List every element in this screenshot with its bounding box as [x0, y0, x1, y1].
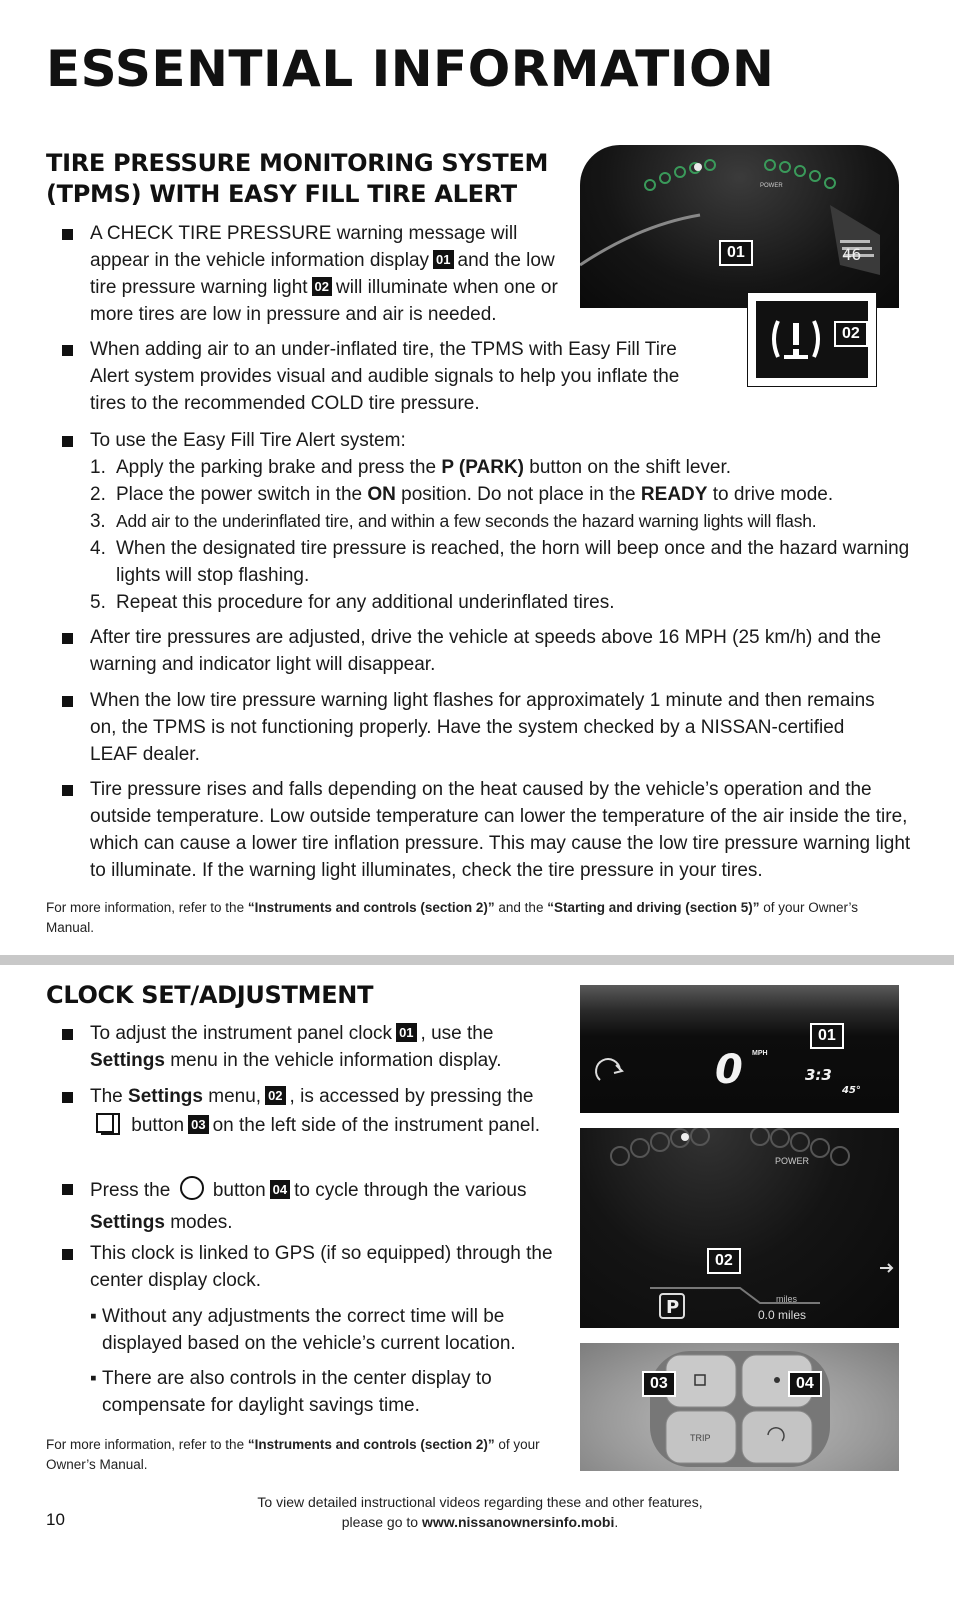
photo-callout-01: 01 — [810, 1023, 844, 1049]
photo-callout-02: 02 — [707, 1248, 741, 1274]
tpms-warning-light-photo — [748, 293, 876, 386]
clock-display-photo — [580, 985, 899, 1113]
bullet-square — [62, 696, 73, 707]
clock-bullet-3: Press the button 04 to cycle through the various Settings modes. — [62, 1175, 562, 1236]
tpms-heading-line1: TIRE PRESSURE MONITORING SYSTEM — [46, 149, 549, 177]
steering-buttons-photo — [580, 1343, 899, 1471]
clock-bullet-4: This clock is linked to GPS (if so equipped) through the center display clock. — [62, 1240, 572, 1294]
bullet-square — [62, 1092, 73, 1103]
step-5: 5. Repeat this procedure for any additional underinflated tires. — [90, 592, 615, 613]
step-1: 1. Apply the parking brake and press the P (PARK) button on the shift lever. — [90, 457, 732, 478]
square-button-icon — [93, 1110, 123, 1144]
gear-indicator: P — [666, 1297, 680, 1318]
settings-display-art — [580, 1128, 899, 1328]
step-3: 3. Add air to the underinflated tire, and within a few seconds the hazard warning lights will flash. — [90, 511, 817, 532]
photo-callout-04: 04 — [788, 1371, 822, 1397]
clock-subbullet-2: ▪ There are also controls in the center display to compensate for daylight savings time. — [90, 1368, 492, 1416]
trip-button-label: TRIP — [690, 1433, 711, 1443]
callout-01: 01 — [396, 1023, 416, 1042]
photo-callout-02: 02 — [834, 321, 868, 347]
tpms-bullet-4: After tire pressures are adjusted, drive the vehicle at speeds above 16 MPH (25 km/h) and the warning and indicator light will disappear. — [62, 624, 912, 678]
cluster-gauge-art — [580, 145, 899, 308]
tpms-heading — [46, 148, 548, 210]
callout-02: 02 — [312, 277, 332, 296]
clock-bullet-1: To adjust the instrument panel clock 01 , use the Settings menu in the vehicle information display. — [62, 1020, 562, 1074]
section-divider — [0, 955, 954, 965]
outside-temp-readout: 45° — [842, 1085, 861, 1096]
photo-callout-01: 01 — [719, 240, 753, 266]
bullet-square — [62, 785, 73, 796]
bullet-square — [62, 633, 73, 644]
callout-03: 03 — [188, 1115, 208, 1134]
clock-subbullets — [90, 1303, 560, 1419]
callout-02: 02 — [265, 1086, 285, 1105]
bullet-square — [62, 229, 73, 240]
trip-miles-label: miles — [776, 1294, 798, 1304]
callout-01: 01 — [433, 250, 453, 269]
clock-reference-note: For more information, refer to the “Instruments and controls (section 2)” of your Owner’s Manual. — [46, 1437, 540, 1472]
callout-04: 04 — [270, 1180, 290, 1199]
footer-note: To view detailed instructional videos regarding these and other features, please go to www.nissanownersinfo.mobi. — [257, 1494, 703, 1530]
tpms-bullet-1: A CHECK TIRE PRESSURE warning message will appear in the vehicle information display 01 and the low tire pressure warning light 02 will illuminate when one or more tires are low in pressure and air is needed. — [62, 220, 572, 328]
bullet-square — [62, 345, 73, 356]
settings-display-photo — [580, 1128, 899, 1328]
instrument-cluster-photo — [580, 145, 899, 308]
tpms-bullet-5: When the low tire pressure warning light flashes for approximately 1 minute and then remains on, the TPMS is not functioning properly. Have the system checked by a NISSAN-certified LEAF dealer. — [62, 687, 882, 768]
clock-subbullet-1: ▪ Without any adjustments the correct time will be displayed based on the vehicle’s current location. — [90, 1306, 516, 1354]
step-2: 2. Place the power switch in the ON position. Do not place in the READY to drive mode. — [90, 484, 834, 505]
tpms-reference-note: For more information, refer to the “Instruments and controls (section 2)” and the “Starting and driving (section 5)” of your Owner’s Manual. — [46, 900, 859, 935]
bullet-square — [62, 1184, 73, 1195]
steering-buttons-art — [580, 1343, 899, 1471]
clock-time-readout: 3:3 — [805, 1066, 832, 1084]
clock-bullet-2: The Settings menu, 02 , is accessed by pressing the button 03 on the left side of the instrument panel. — [62, 1083, 562, 1144]
circle-button-icon — [179, 1175, 205, 1209]
bullet-square — [62, 1249, 73, 1260]
speed-readout: 0 — [715, 1047, 743, 1093]
bullet-square — [62, 436, 73, 447]
speed-unit: MPH — [752, 1050, 768, 1057]
clock-heading: CLOCK SET/ADJUSTMENT — [46, 981, 374, 1009]
tpms-steps — [90, 454, 910, 616]
tpms-bullet-6: Tire pressure rises and falls depending on the heat caused by the vehicle’s operation and the outside temperature. Low outside temperature can lower the temperature of the air inside the tire, which can cause a lower tire inflation pressure. This may cause the low tire pressure warning light to illuminate. If the warning light illuminates, check the tire pressure in your tires. — [62, 776, 912, 884]
trip-miles-readout: 0.0 miles — [758, 1308, 807, 1322]
dash-range-readout: 46 — [842, 245, 862, 264]
bullet-square — [62, 1029, 73, 1040]
clock-display-art — [580, 985, 899, 1113]
footer-url-link[interactable]: www.nissanownersinfo.mobi — [421, 1514, 615, 1530]
dash-power-label: POWER — [760, 183, 783, 189]
tpms-heading-line2: (TPMS) WITH EASY FILL TIRE ALERT — [46, 180, 517, 208]
photo-callout-03: 03 — [642, 1371, 676, 1397]
tpms-bullet-3: To use the Easy Fill Tire Alert system: — [62, 427, 902, 454]
step-4: 4. When the designated tire pressure is reached, the horn will beep once and the hazard warning lights will stop flashing. — [90, 538, 910, 586]
tpms-bullet-2: When adding air to an under-inflated tire, the TPMS with Easy Fill Tire Alert system provides visual and audible signals to help you inflate the tires to the recommended COLD tire pressure. — [62, 336, 682, 417]
page-title: ESSENTIAL INFORMATION — [46, 40, 775, 98]
page-number: 10 — [46, 1510, 65, 1529]
settings-power-label: POWER — [775, 1156, 810, 1166]
